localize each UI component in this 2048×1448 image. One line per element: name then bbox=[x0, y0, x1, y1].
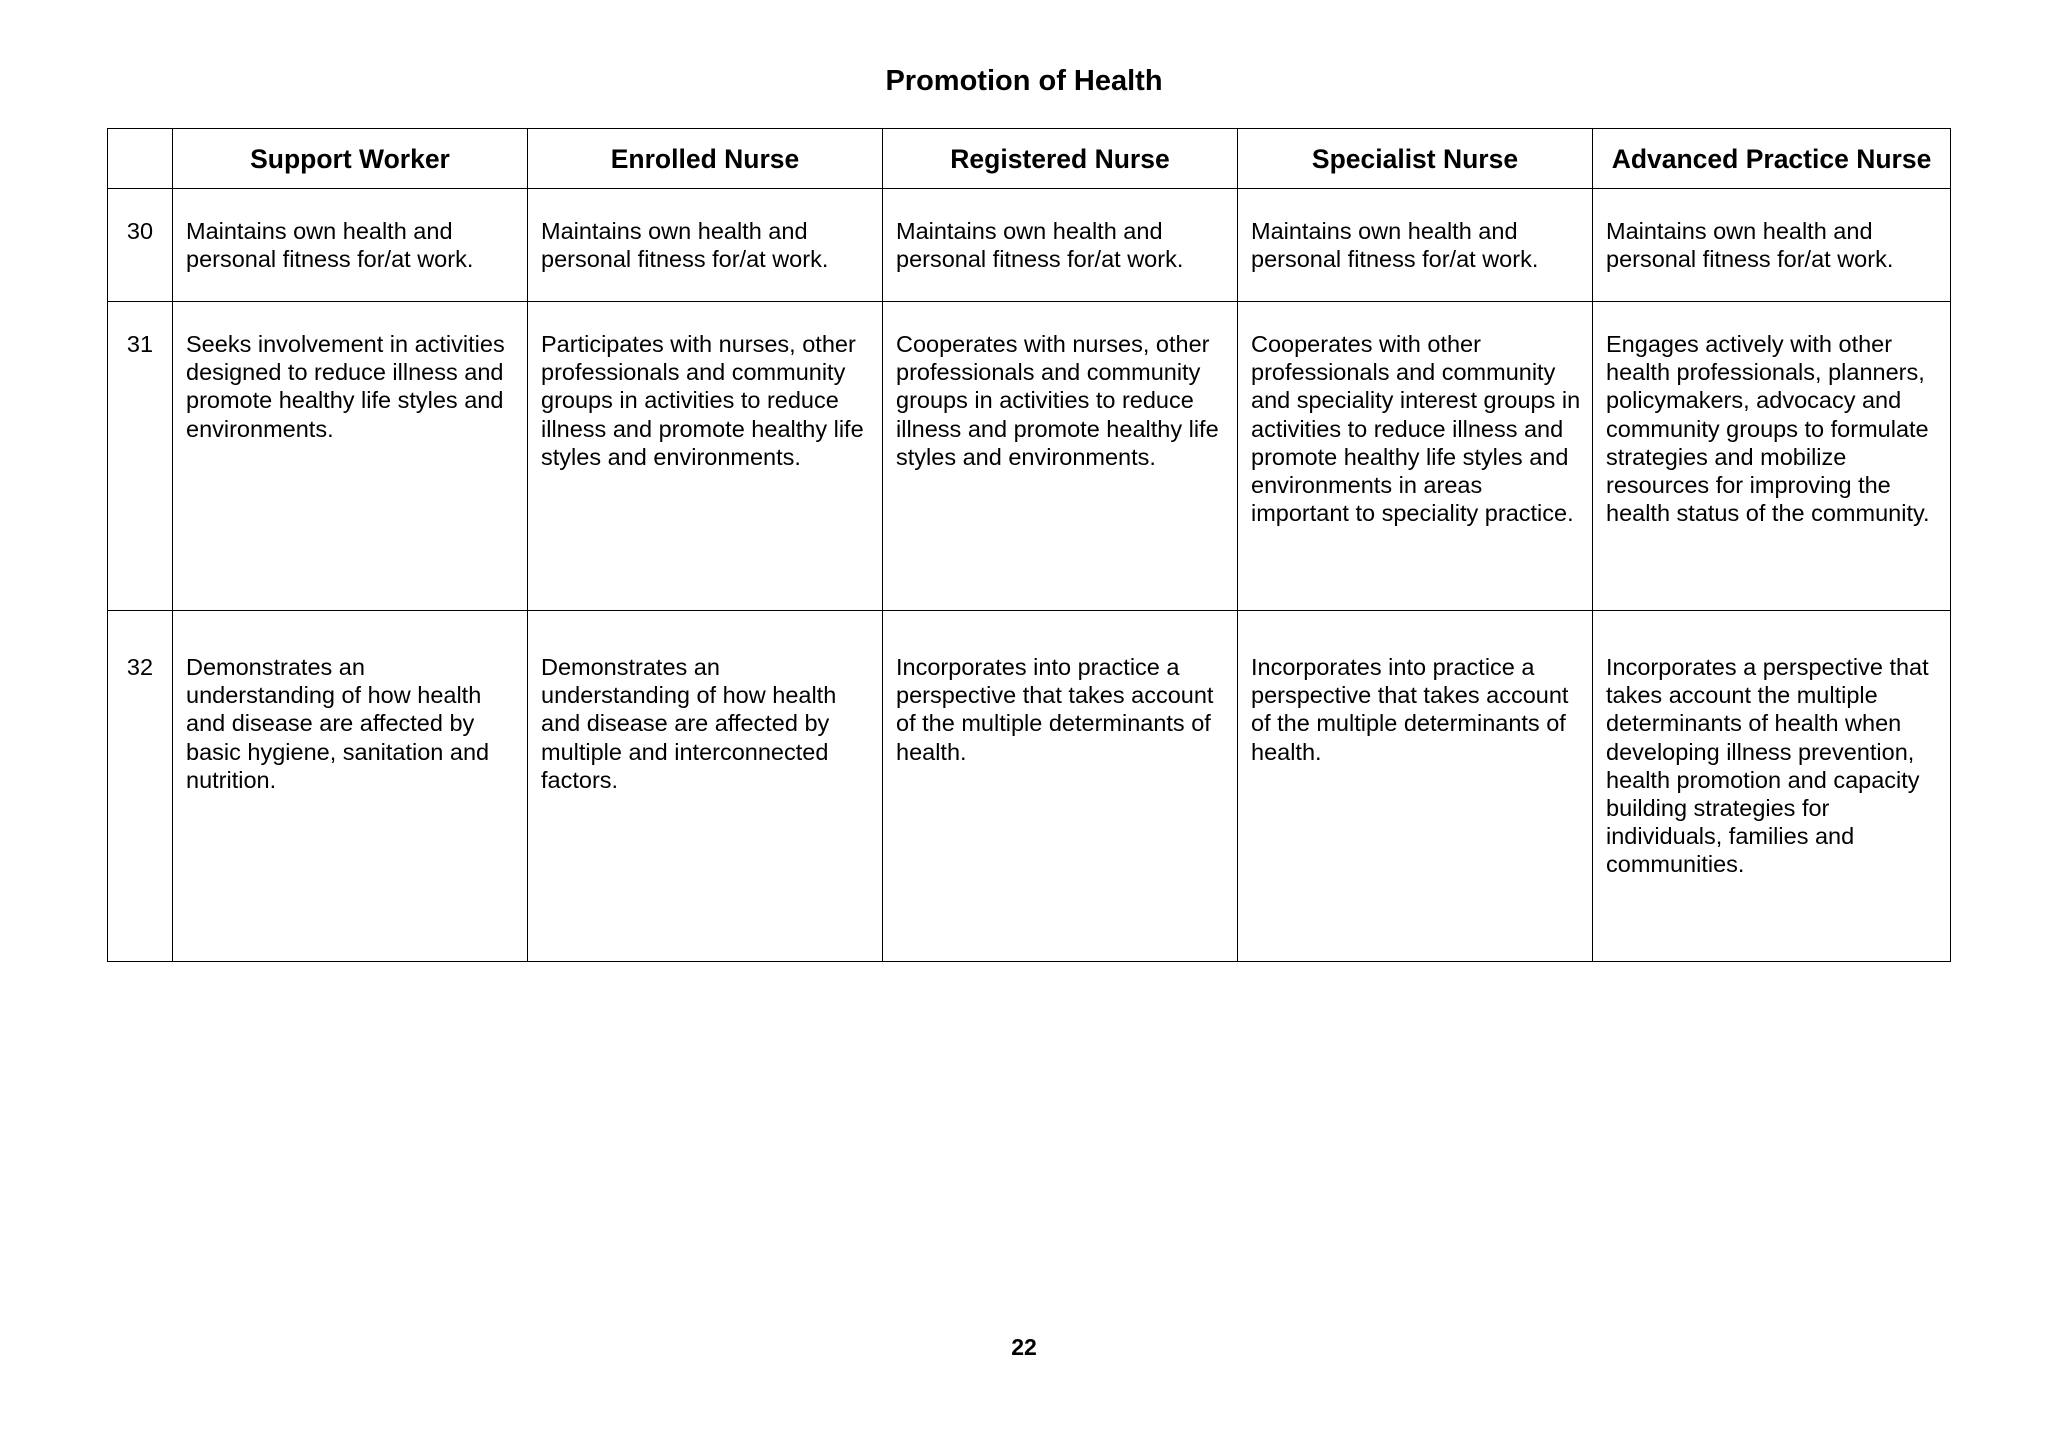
table-row bbox=[108, 611, 1951, 962]
cell-advanced-practice-nurse: Engages actively with other health professionals, planners, policymakers, advocacy and community groups to formulate strategies and mobilize resources for improving the health status of the community. bbox=[1593, 302, 1951, 611]
cell-support-worker: Demonstrates an understanding of how health and disease are affected by basic hygiene, sanitation and nutrition. bbox=[173, 611, 528, 962]
row-number: 32 bbox=[108, 611, 173, 962]
page-title: Promotion of Health bbox=[885, 65, 1163, 97]
cell-enrolled-nurse: Participates with nurses, other professionals and community groups in activities to reduce illness and promote healthy life styles and environments. bbox=[528, 302, 883, 611]
header-advanced-practice-nurse: Advanced Practice Nurse bbox=[1593, 129, 1951, 189]
cell-advanced-practice-nurse: Maintains own health and personal fitness for/at work. bbox=[1593, 189, 1951, 302]
cell-registered-nurse: Cooperates with nurses, other professionals and community groups in activities to reduce illness and promote healthy life styles and environments. bbox=[883, 302, 1238, 611]
header-support-worker: Support Worker bbox=[173, 129, 528, 189]
row-number: 31 bbox=[108, 302, 173, 611]
cell-support-worker: Seeks involvement in activities designed to reduce illness and promote healthy life styles and environments. bbox=[173, 302, 528, 611]
table-row bbox=[108, 189, 1951, 302]
table-header-row bbox=[108, 129, 1951, 189]
competency-table bbox=[107, 128, 1951, 962]
cell-registered-nurse: Incorporates into practice a perspective that takes account of the multiple determinants of health. bbox=[883, 611, 1238, 962]
row-number: 30 bbox=[108, 189, 173, 302]
header-enrolled-nurse: Enrolled Nurse bbox=[528, 129, 883, 189]
header-registered-nurse: Registered Nurse bbox=[883, 129, 1238, 189]
cell-enrolled-nurse: Demonstrates an understanding of how health and disease are affected by multiple and interconnected factors. bbox=[528, 611, 883, 962]
cell-enrolled-nurse: Maintains own health and personal fitness for/at work. bbox=[528, 189, 883, 302]
cell-support-worker: Maintains own health and personal fitness for/at work. bbox=[173, 189, 528, 302]
header-specialist-nurse: Specialist Nurse bbox=[1238, 129, 1593, 189]
table-row bbox=[108, 302, 1951, 611]
page-number: 22 bbox=[1011, 1334, 1037, 1360]
header-number bbox=[108, 129, 173, 189]
cell-registered-nurse: Maintains own health and personal fitness for/at work. bbox=[883, 189, 1238, 302]
cell-specialist-nurse: Incorporates into practice a perspective that takes account of the multiple determinants of health. bbox=[1238, 611, 1593, 962]
cell-specialist-nurse: Cooperates with other professionals and community and speciality interest groups in activities to reduce illness and promote healthy life styles and environments in areas important to speciality practice. bbox=[1238, 302, 1593, 611]
cell-specialist-nurse: Maintains own health and personal fitness for/at work. bbox=[1238, 189, 1593, 302]
cell-advanced-practice-nurse: Incorporates a perspective that takes account the multiple determinants of health when developing illness prevention, health promotion and capacity building strategies for individuals, families and communities. bbox=[1593, 611, 1951, 962]
